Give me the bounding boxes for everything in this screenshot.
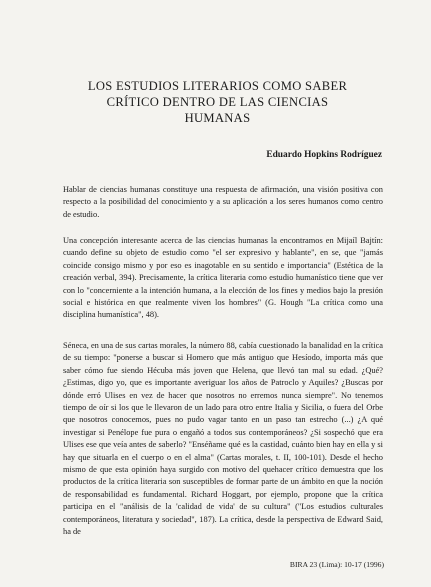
author-name: Eduardo Hopkins Rodríguez [266, 150, 382, 160]
title-line-3: HUMANAS [184, 111, 251, 125]
title-line-2: CRÍTICO DENTRO DE LAS CIENCIAS [106, 95, 329, 109]
paragraph-3: Séneca, en una de sus cartas morales, la número 88, cabía cuestionado la banalidad en la crítica de su tiempo: "ponerse a buscar si Homero que más antiguo que Hesíodo, importa más que saber cómo fue siendo Hécuba más joven que Helena, que llevó tan mal su edad. ¿Qué? ¿Estimas, digo yo, que es importante averiguar los años de Patroclo y Aquiles? ¿Buscas por dónde erró Ulises en vez de hacer que nosotros no erremos nunca siempre". No tenemos tiempo de oír si los que le llevaron de un lado para otro entre Italia y Sicilia, o fuera del Orbe que nosotros conocemos, pues no pudo vagar tanto en un paso tan estrecho (...) ¿A qué investigar si Penélope fue pura o engañó a todos sus contemporáneos? ¿Si sospechó que era Ulises ese que veía antes de saberlo? "Enséñame qué es la castidad, cuánto bien hay en ella y si hay que situarla en el cuerpo o en el alma" (Cartas morales, t. II, 100-101). Desde el hecho mismo de que esta opinión haya surgido con motivo del quehacer crítico demuestra que los productos de la crítica literaria son susceptibles de formar parte de un ámbito en que la noción de responsabilidad es fundamental. Richard Hoggart, por ejemplo, propone que la crítica participa en el "análisis de la 'calidad de vida' de su cultura" ("Los estudios culturales contemporáneos, literatura y sociedad", 187). La crítica, desde la perspectiva de Edward Said, ha de [63, 341, 383, 537]
page-footer: BIRA 23 (Lima): 10-17 (1996) [289, 560, 384, 569]
paragraph-1: Hablar de ciencias humanas constituye una respuesta de afirmación, una visión positiva con respecto a la posibilidad del conocimiento y a su aplicación a los seres humanos como centro de estudio. [63, 185, 383, 219]
paragraph-2: Una concepción interesante acerca de las ciencias humanas la encontramos en Mijaíl Bajtín: cuando define su objeto de estudio como "el ser expresivo y hablante", en se, que "jamás coincide consigo mismo y por eso es inagotable en su sentido e importancia" (Estética de la creación verbal, 394). Precisamente, la crítica literaria como estudio humanístico tiene que ver con lo "concerniente a la intención humana, a la elección de los fines y medios bajo la presión social e histórica en que realmente viven los hombres" (G. Hough "La crítica como una disciplina humanística", 48). [63, 236, 383, 320]
title-line-1: LOS ESTUDIOS LITERARIOS COMO SABER [87, 79, 348, 93]
article-title [40, 78, 395, 126]
